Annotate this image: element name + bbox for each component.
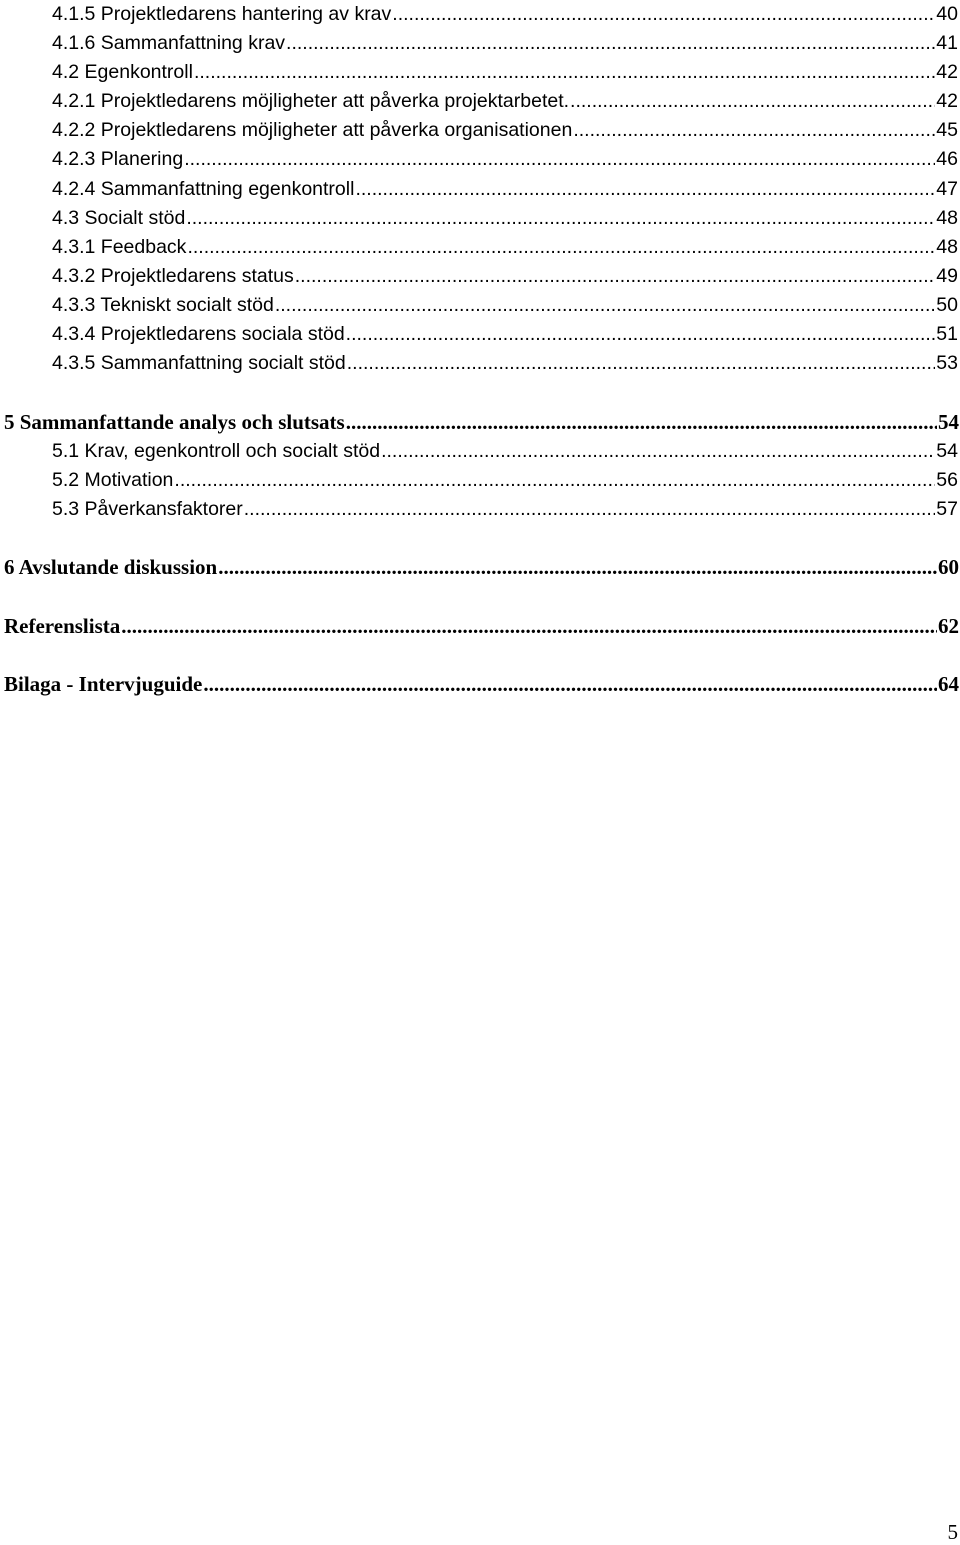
toc-entry-page: 57 — [936, 497, 958, 520]
dot-leader — [286, 29, 935, 58]
toc-entry[interactable] — [0, 29, 960, 58]
toc-entry-page: 54 — [936, 439, 958, 462]
toc-entry[interactable] — [0, 145, 960, 174]
toc-chapter-page: 62 — [938, 613, 959, 638]
toc-entry-title: 4.3.5 Sammanfattning socialt stöd — [52, 352, 346, 375]
toc-entry[interactable] — [0, 262, 960, 291]
dot-leader — [295, 262, 936, 291]
table-of-contents — [0, 0, 960, 699]
dot-leader — [184, 145, 935, 174]
toc-entry[interactable] — [0, 349, 960, 378]
toc-entry-page: 41 — [936, 32, 958, 55]
dot-leader — [346, 320, 936, 349]
toc-entry-title: 5.1 Krav, egenkontroll och socialt stöd — [52, 439, 381, 462]
toc-entry[interactable] — [0, 175, 960, 204]
dot-leader — [381, 437, 935, 466]
dot-leader — [346, 408, 937, 437]
toc-entry-title: 4.3.2 Projektledarens status — [52, 264, 294, 287]
toc-entry-title: 4.2.3 Planering — [52, 148, 184, 171]
toc-chapter-page: 54 — [938, 409, 959, 434]
toc-entry-title: 4.2.1 Projektledarens möjligheter att påverka projektarbetet. — [52, 90, 570, 113]
toc-chapter-entry[interactable] — [0, 553, 960, 582]
toc-entry-page: 49 — [936, 264, 958, 287]
toc-entry[interactable] — [0, 58, 960, 87]
toc-entry[interactable] — [0, 87, 960, 116]
dot-leader — [355, 175, 935, 204]
toc-entry-title: 4.3.1 Feedback — [52, 235, 187, 258]
dot-leader — [187, 233, 935, 262]
toc-entry[interactable] — [0, 495, 960, 524]
toc-entry-page: 51 — [936, 323, 958, 346]
toc-entry[interactable] — [0, 116, 960, 145]
toc-entry-title: 4.1.5 Projektledarens hantering av krav — [52, 3, 392, 25]
toc-entry-title: 4.3 Socialt stöd — [52, 206, 186, 229]
toc-chapter-page: 60 — [938, 555, 959, 580]
dot-leader — [186, 204, 935, 233]
toc-chapter-entry[interactable] — [0, 612, 960, 641]
toc-entry-title: 4.3.3 Tekniskt socialt stöd — [52, 293, 274, 316]
dot-leader — [174, 466, 935, 495]
toc-entry-page: 40 — [936, 3, 958, 25]
toc-entry[interactable] — [0, 320, 960, 349]
toc-entry-title: 4.3.4 Projektledarens sociala stöd — [52, 323, 345, 346]
toc-entry-page: 42 — [936, 61, 958, 84]
toc-chapter-entry[interactable] — [0, 408, 960, 437]
dot-leader — [570, 87, 935, 116]
dot-leader — [392, 0, 935, 29]
toc-entry-page: 42 — [936, 90, 958, 113]
toc-entry-title: 4.1.6 Sammanfattning krav — [52, 32, 286, 55]
toc-chapter-title: 6 Avslutande diskussion — [4, 555, 218, 580]
dot-leader — [347, 349, 936, 378]
dot-leader — [573, 116, 935, 145]
toc-entry[interactable] — [0, 204, 960, 233]
dot-leader — [121, 612, 937, 641]
toc-entry-page: 47 — [936, 177, 958, 200]
toc-entry-title: 4.2.2 Projektledarens möjligheter att påverka organisationen — [52, 119, 573, 142]
toc-entry[interactable] — [0, 466, 960, 495]
toc-entry-page: 48 — [936, 235, 958, 258]
dot-leader — [275, 291, 935, 320]
toc-chapter-page: 64 — [938, 671, 959, 696]
toc-entry[interactable] — [0, 0, 960, 29]
toc-chapter-title: Referenslista — [4, 613, 121, 638]
toc-entry[interactable] — [0, 233, 960, 262]
toc-entry-page: 50 — [936, 293, 958, 316]
toc-entry[interactable] — [0, 437, 960, 466]
dot-leader — [194, 58, 935, 87]
toc-entry-title: 5.3 Påverkansfaktorer — [52, 497, 243, 520]
toc-chapter-title: Bilaga - Intervjuguide — [4, 671, 203, 696]
toc-entry-title: 5.2 Motivation — [52, 468, 174, 491]
toc-entry-title: 4.2.4 Sammanfattning egenkontroll — [52, 177, 355, 200]
dot-leader — [203, 670, 937, 699]
toc-entry-page: 48 — [936, 206, 958, 229]
page-number: 5 — [947, 1520, 958, 1544]
toc-entry-title: 4.2 Egenkontroll — [52, 61, 193, 84]
toc-entry-page: 56 — [936, 468, 958, 491]
dot-leader — [244, 495, 936, 524]
toc-entry-page: 46 — [936, 148, 958, 171]
toc-entry-page: 45 — [936, 119, 958, 142]
toc-entry-page: 53 — [936, 352, 958, 375]
toc-entry[interactable] — [0, 291, 960, 320]
toc-chapter-title: 5 Sammanfattande analys och slutsats — [4, 409, 345, 434]
dot-leader — [218, 553, 937, 582]
toc-chapter-entry[interactable] — [0, 670, 960, 699]
